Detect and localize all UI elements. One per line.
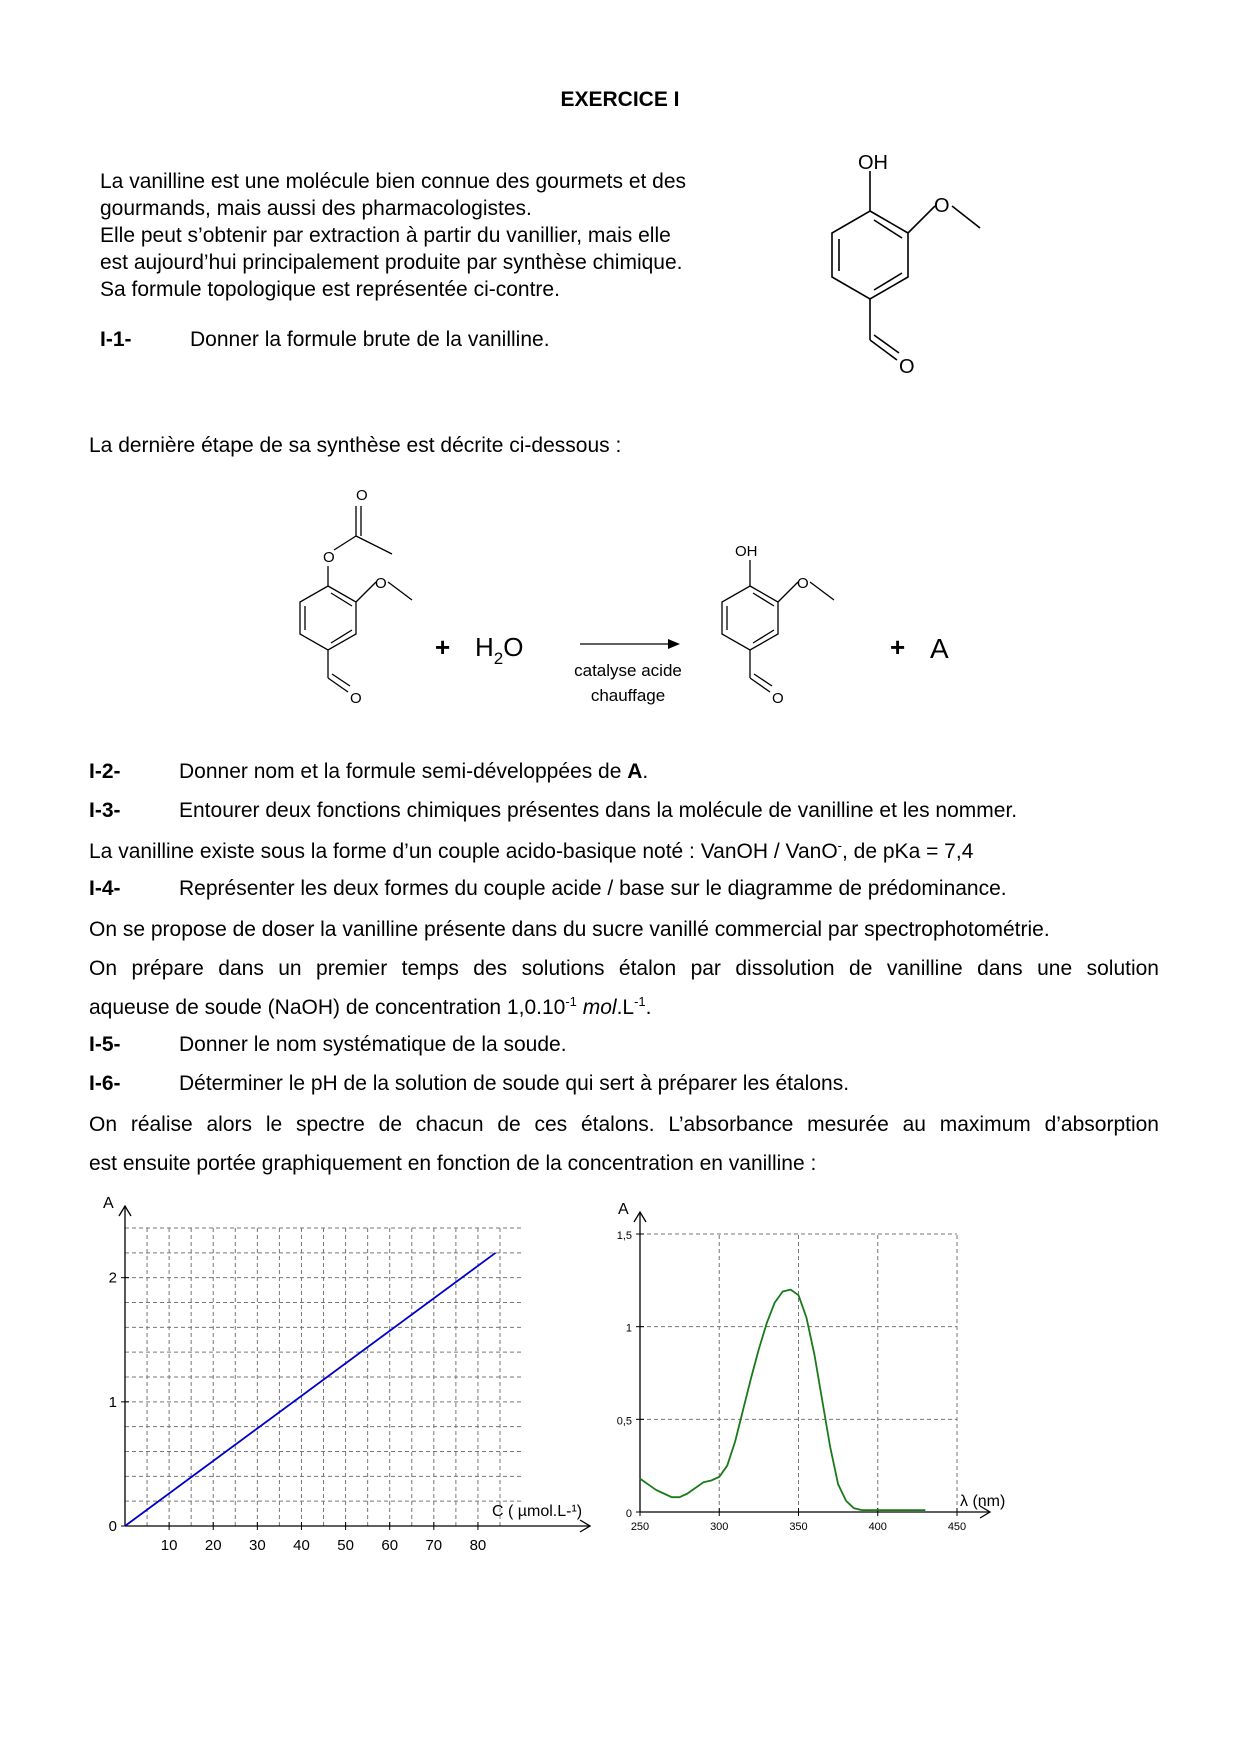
aldehyde-o-label: O <box>899 356 915 378</box>
methoxy-o-label: O <box>934 195 950 217</box>
condition-heating: chauffage <box>590 686 666 705</box>
product-o-methoxy: O <box>797 575 809 592</box>
reactant-o-top: O <box>356 487 368 504</box>
intro-line: gourmands, mais aussi des pharmacologistes. <box>100 197 532 220</box>
benzene-ring <box>832 211 908 299</box>
question-text: Donner le nom systématique de la soude. <box>179 1033 567 1056</box>
exercise-title: EXERCICE I <box>560 88 680 111</box>
x-axis-label: λ (nm) <box>960 1493 1006 1510</box>
x-tick-label: 450 <box>947 1521 967 1533</box>
spectre-line-1: On réalise alors le spectre de chacun de ces étalons. L’absorbance mesurée au maximum d’absorption <box>89 1113 1159 1136</box>
plus-sign: + <box>435 632 451 662</box>
couple-text: La vanilline existe sous la forme d’un couple acido-basique noté : VanOH / VanO <box>89 840 838 863</box>
y-tick-label: 0,5 <box>616 1415 632 1428</box>
x-tick-label: 400 <box>868 1521 887 1533</box>
x-tick-label: 80 <box>469 1537 487 1554</box>
spectrum-series <box>640 1290 925 1511</box>
series-line <box>640 1290 925 1511</box>
x-axis-label: C ( µmol.L-¹) <box>492 1503 583 1520</box>
x-tick-label: 350 <box>789 1521 808 1533</box>
spectrum-ticks <box>617 1230 966 1533</box>
dosage-paragraph: On se propose de doser la vanilline présente dans du sucre vanillé commercial par spectrophotométrie. <box>89 918 1050 941</box>
series-line <box>125 1253 496 1526</box>
question-4 <box>89 877 1007 901</box>
x-tick-label: 20 <box>204 1537 222 1554</box>
product-ring <box>722 586 778 650</box>
question-text-main: Donner nom et la formule semi-développées de <box>179 760 628 783</box>
y-tick-label: 0 <box>625 1508 632 1520</box>
product-o-aldehyde: O <box>772 690 784 707</box>
x-tick-label: 30 <box>249 1537 266 1554</box>
reactant-o-aldehyde: O <box>350 690 362 707</box>
reaction-arrow-head <box>668 639 680 649</box>
question-number: I-1- <box>100 328 132 351</box>
spectrum-axes <box>634 1212 990 1518</box>
reaction-scheme <box>270 478 990 728</box>
calibration-ticks <box>109 1270 487 1554</box>
plus-sign: + <box>890 632 906 662</box>
etalon-line-2 <box>89 994 1159 1021</box>
calibration-chart <box>90 1192 610 1562</box>
y-tick-label: 1 <box>625 1322 632 1335</box>
period: . <box>645 996 652 1019</box>
oh-label: OH <box>858 152 888 174</box>
calibration-series <box>125 1253 496 1526</box>
intro-line: est aujourd’hui principalement produite par synthèse chimique. <box>100 251 683 274</box>
x-tick-label: 300 <box>710 1521 729 1533</box>
spectre-line-2: est ensuite portée graphiquement en fonction de la concentration en vanilline : <box>89 1152 817 1175</box>
intro-line: Sa formule topologique est représentée ci-contre. <box>100 278 560 301</box>
question-number: I-6- <box>89 1072 121 1095</box>
question-text: Déterminer le pH de la solution de soude qui sert à préparer les étalons. <box>179 1072 850 1095</box>
question-text: Représenter les deux formes du couple acide / base sur le diagramme de prédominance. <box>179 877 1007 900</box>
couple-pka: , de pKa = 7,4 <box>842 840 974 863</box>
unit-l: .L <box>616 996 635 1019</box>
water-h: H <box>475 632 494 662</box>
question-number: I-5- <box>89 1033 121 1056</box>
question-number: I-4- <box>89 877 121 900</box>
water-subscript: 2 <box>493 649 504 668</box>
byproduct-a: A <box>930 633 949 664</box>
product-oh: OH <box>735 543 758 560</box>
intro-line: La vanilline est une molécule bien connue des gourmets et des <box>100 170 687 193</box>
water-o: O <box>503 632 524 662</box>
unit-mol: mol <box>576 996 617 1019</box>
x-tick-label: 60 <box>381 1537 399 1554</box>
vanillin-structure <box>800 140 1000 380</box>
water-formula <box>475 632 523 668</box>
y-axis-label: A <box>103 1195 114 1212</box>
question-text: Entourer deux fonctions chimiques présentes dans la molécule de vanilline et les nommer. <box>179 799 1018 822</box>
spectrum-grid <box>640 1234 957 1512</box>
etalon-line-1: On prépare dans un premier temps des solutions étalon par dissolution de vanilline dans une solution <box>89 957 1159 980</box>
couple-statement <box>89 838 1159 865</box>
x-tick-label: 50 <box>337 1537 354 1554</box>
x-tick-label: 250 <box>630 1521 650 1533</box>
y-tick-label: 0 <box>108 1518 117 1535</box>
y-tick-label: 2 <box>108 1269 117 1287</box>
question-text-bold: A <box>627 760 643 783</box>
condition-catalyst: catalyse acide <box>574 661 682 680</box>
spectrum-chart <box>605 1192 1145 1562</box>
reactant-o-ester: O <box>323 549 335 566</box>
intro-paragraph <box>100 168 750 303</box>
synthesis-intro: La dernière étape de sa synthèse est décrite ci-dessous : <box>89 434 622 457</box>
question-number: I-3- <box>89 799 121 822</box>
intro-line: Elle peut s’obtenir par extraction à partir du vanillier, mais elle <box>100 224 671 247</box>
question-text-end: . <box>642 760 649 783</box>
x-tick-label: 40 <box>293 1537 310 1554</box>
question-3 <box>89 799 1017 823</box>
question-6 <box>89 1072 849 1096</box>
y-tick-label: 1 <box>108 1393 117 1411</box>
couple-charge: - <box>837 838 843 853</box>
x-tick-label: 70 <box>425 1537 443 1554</box>
question-number: I-2- <box>89 760 121 783</box>
question-5 <box>89 1033 567 1057</box>
reactant-ring <box>300 586 356 650</box>
reactant-o-methoxy: O <box>375 575 387 592</box>
x-tick-label: 10 <box>160 1537 178 1554</box>
y-tick-label: 1,5 <box>616 1230 632 1242</box>
y-axis-label: A <box>618 1201 629 1218</box>
calibration-axes <box>119 1206 590 1532</box>
question-1 <box>100 328 550 352</box>
etalon-text: aqueuse de soude (NaOH) de concentration 1,0.10 <box>89 996 566 1019</box>
exponent: -1 <box>634 994 646 1009</box>
question-2 <box>89 760 648 784</box>
question-text <box>179 760 648 784</box>
question-text: Donner la formule brute de la vanilline. <box>190 328 550 351</box>
exponent: -1 <box>565 994 577 1009</box>
